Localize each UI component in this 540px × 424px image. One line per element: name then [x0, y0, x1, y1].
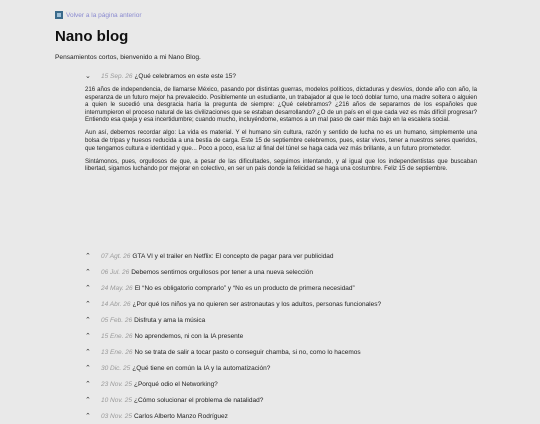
post-date: 03 Nov. 25: [101, 412, 132, 420]
post-title[interactable]: ¿Por qué los niños ya no quieren ser astronautas y los adultos, personas funcionales?: [132, 300, 382, 308]
list-item[interactable]: [85, 344, 485, 360]
post-date: 10 Nov. 25: [101, 396, 132, 404]
list-item[interactable]: [85, 328, 485, 344]
chevron-up-icon[interactable]: ⌃: [85, 285, 91, 292]
back-icon: [55, 11, 63, 19]
list-item[interactable]: [85, 360, 485, 376]
post-paragraph: Aun así, debemos recordar algo: La vida es material. Y el humano sin cultura, razón y sentido de lucha no es un humano, simplemente una bolsa de tripas y huesos reducida a una bestia de carga. Este 15 de septiembre celebremos, pues, estar vivos, tener a nuestros seres queridos, que tengamos cultura e identidad y que... Poco a poco, esa luz al final del túnel se haga cada vez más brillante, a un futuro prometedor.: [85, 129, 477, 152]
chevron-up-icon[interactable]: ⌃: [85, 253, 91, 260]
open-post-header[interactable]: [85, 71, 477, 81]
post-title[interactable]: GTA VI y el trailer en Netflix: El concepto de pagar para ver publicidad: [132, 252, 334, 260]
post-date: 15 Ene. 26: [101, 332, 133, 340]
chevron-down-icon[interactable]: ⌄: [85, 73, 91, 80]
chevron-up-icon[interactable]: ⌃: [85, 317, 91, 324]
post-body: [85, 86, 477, 173]
post-date: 05 Feb. 26: [101, 316, 133, 324]
list-item[interactable]: [85, 376, 485, 392]
back-link-label[interactable]: Volver a la página anterior: [66, 11, 142, 19]
post-title[interactable]: Carlos Alberto Manzo Rodríguez: [133, 412, 228, 420]
post-paragraph: 216 años de independencia, de llamarse México, pasando por distintas guerras, modelos políticos, dictaduras y desvíos, donde año con año, la esperanza de un futuro mejor ha prevalecido. Posiblemente un estudiante, un trabajador al que le tocó doblar turno, una madre soltera o alguien a quien le sucedió una desgracia haría la pregunta de siempre: ¿Qué celebramos? ¿216 años de separarnos de los españoles que interrumpieron el proceso natural de las civilizaciones que se estaban desarrollando? ¿O de un país en el que cada vez es más difícil progresar? Entiendo esa queja y esa incertidumbre; cuando mucho, incluyéndome, estamos a un mal paso de caer más bajo en la escalera social.: [85, 86, 477, 124]
post-title[interactable]: ¿Qué celebramos en este este 15?: [134, 72, 236, 80]
post-title[interactable]: El “No es obligatorio comprarlo” y “No es un producto de primera necesidad”: [134, 284, 355, 292]
open-post: [85, 71, 477, 178]
chevron-up-icon[interactable]: ⌃: [85, 269, 91, 276]
post-title[interactable]: No aprendemos, ni con la IA presente: [134, 332, 244, 340]
chevron-up-icon[interactable]: ⌃: [85, 365, 91, 372]
post-title[interactable]: Debemos sentirnos orgullosos por tener a una nueva selección: [131, 268, 313, 276]
list-item[interactable]: [85, 408, 485, 424]
chevron-up-icon[interactable]: ⌃: [85, 349, 91, 356]
post-title[interactable]: Disfruta y ama la música: [134, 316, 206, 324]
post-title[interactable]: ¿Cómo solucionar el problema de natalidad?: [133, 396, 264, 404]
post-date: 07 Agt. 26: [101, 252, 131, 260]
post-list: [85, 248, 485, 424]
list-item[interactable]: [85, 264, 485, 280]
chevron-up-icon[interactable]: ⌃: [85, 301, 91, 308]
list-item[interactable]: [85, 248, 485, 264]
post-title[interactable]: ¿Qué tiene en común la IA y la automatización?: [132, 364, 271, 372]
list-item[interactable]: [85, 392, 485, 408]
chevron-up-icon[interactable]: ⌃: [85, 397, 91, 404]
page-title: Nano blog: [55, 28, 129, 45]
post-paragraph: Sintámonos, pues, orgullosos de que, a pesar de las dificultades, seguimos intentando, y al igual que los independentistas que buscaban libertad, sigamos luchando por mejorar en colectivo, en ser un país donde la felicidad se haga una costumbre. Feliz 15 de septiembre.: [85, 157, 477, 173]
chevron-up-icon[interactable]: ⌃: [85, 333, 91, 340]
list-item[interactable]: [85, 296, 485, 312]
post-date: 13 Ene. 26: [101, 348, 133, 356]
post-title[interactable]: No se trata de salir a tocar pasto o conseguir chamba, si no, como lo hacemos: [134, 348, 361, 356]
list-item[interactable]: [85, 312, 485, 328]
post-date: 30 Dic. 25: [101, 364, 131, 372]
chevron-up-icon[interactable]: ⌃: [85, 413, 91, 420]
post-date: 15 Sep. 26: [101, 72, 133, 80]
chevron-up-icon[interactable]: ⌃: [85, 381, 91, 388]
post-date: 23 Nov. 25: [101, 380, 132, 388]
post-date: 06 Jul. 26: [101, 268, 130, 276]
page-subtitle: Pensamientos cortos, bienvenido a mi Nano Blog.: [55, 54, 201, 61]
back-link[interactable]: [55, 11, 142, 19]
post-date: 14 Abr. 26: [101, 300, 131, 308]
post-title[interactable]: ¿Porqué odio el Networking?: [133, 380, 218, 388]
post-date: 24 May. 26: [101, 284, 133, 292]
list-item[interactable]: [85, 280, 485, 296]
